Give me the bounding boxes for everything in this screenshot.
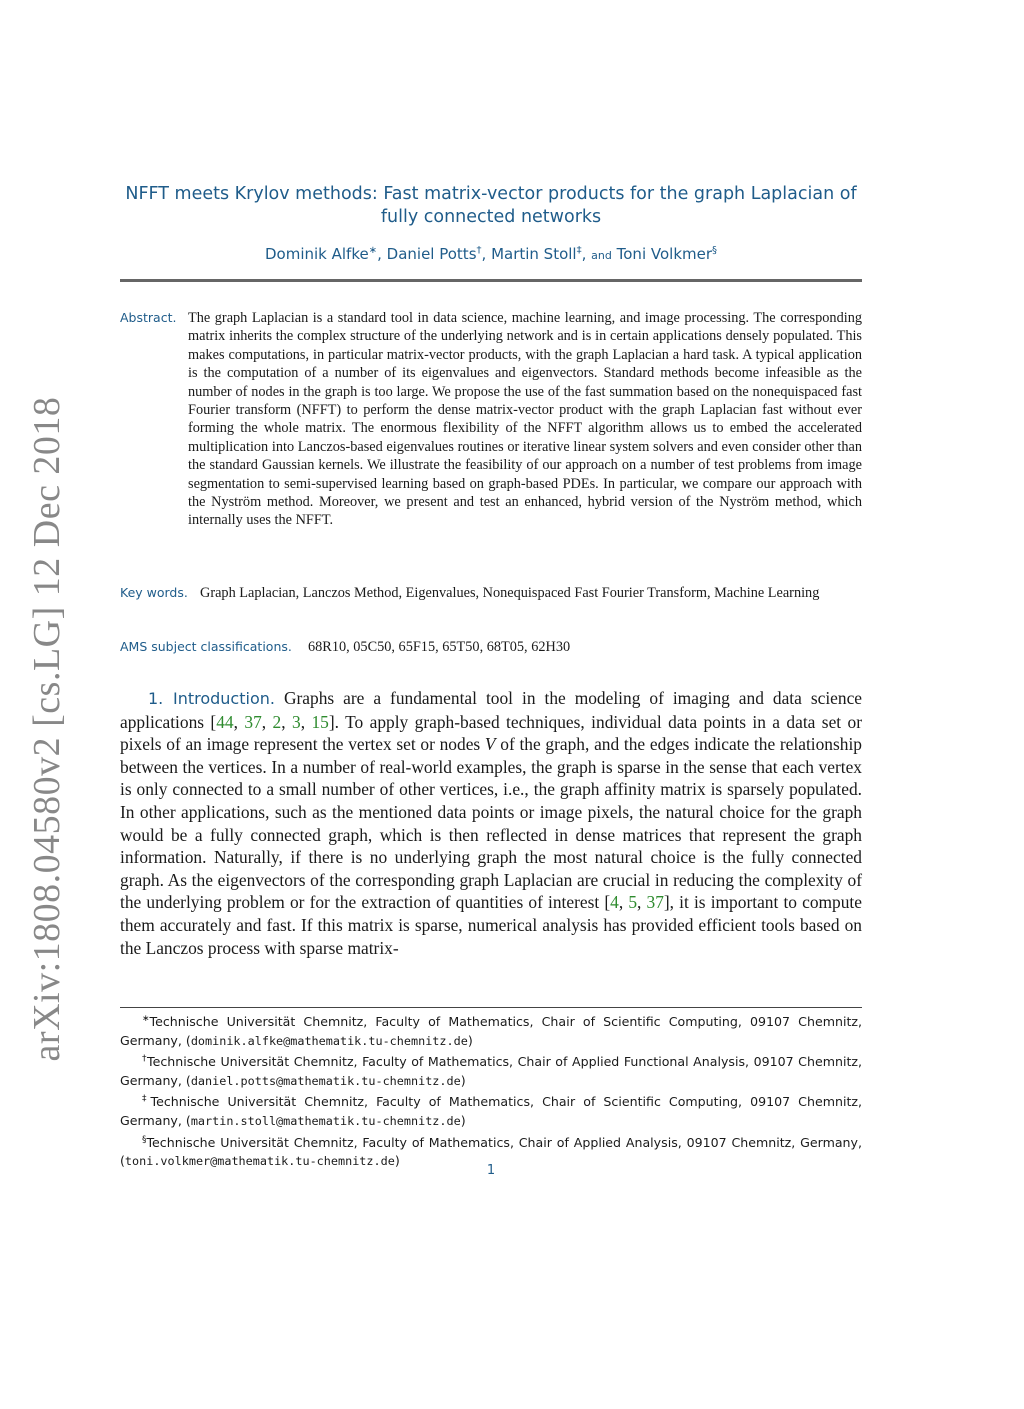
- abstract-text: The graph Laplacian is a standard tool in data science, machine learning, and image processing. The corresponding matrix inherits the complex structure of the underlying network and is in certain applications densely populated. This makes computations, in particular matrix-vector products, with the graph Laplacian a hard task. A typical application is the computation of a number of its eigenvalues and eigenvectors. Standard methods become infeasible as the number of nodes in the graph is too large. We propose the use of the fast summation based on the nonequispaced fast Fourier transform (NFFT) to perform the dense matrix-vector product with the graph Laplacian fast without ever forming the whole matrix. The enormous flexibility of the NFFT algorithm allows us to embed the accelerated multiplication into Lanczos-based eigenvalues routines or iterative linear system solvers and even consider other than the standard Gaussian kernels. We illustrate the feasibility of our approach on a number of test problems from image segmentation to semi-supervised learning based on graph-based PDEs. In particular, we compare our approach with the Nyström method. Moreover, we present and test an enhanced, hybrid version of the Nyström method, which internally uses the NFFT.: [188, 310, 862, 529]
- email-link[interactable]: dominik.alfke@mathematik.tu-chemnitz.de: [190, 1033, 468, 1048]
- footnote-mark: ‡: [142, 1094, 151, 1105]
- keywords-section: [120, 584, 862, 602]
- footnote: [120, 1090, 862, 1130]
- author-mark: ‡: [576, 245, 582, 256]
- footnote-close: ): [460, 1113, 466, 1129]
- paper-title: NFFT meets Krylov methods: Fast matrix-vector products for the graph Laplacian of fully connected networks: [125, 184, 857, 227]
- author-connector: and: [591, 249, 612, 262]
- author-mark: ∗: [368, 245, 378, 256]
- email-link[interactable]: daniel.potts@mathematik.tu-chemnitz.de: [190, 1073, 461, 1088]
- abstract-section: [120, 309, 862, 530]
- author-name: Daniel Potts: [386, 245, 477, 263]
- keywords-text: Graph Laplacian, Lanczos Method, Eigenvalues, Nonequispaced Fast Fourier Transform, Machine Learning: [200, 585, 820, 601]
- author-name: Dominik Alfke: [264, 245, 369, 263]
- citation-link[interactable]: 4: [610, 892, 619, 913]
- title-rule: [120, 279, 862, 282]
- email-link[interactable]: toni.volkmer@mathematik.tu-chemnitz.de: [124, 1154, 395, 1169]
- introduction-heading: 1. Introduction.: [148, 689, 275, 708]
- keywords-label: Key words.: [120, 585, 188, 600]
- footnote-close: ): [460, 1072, 466, 1088]
- citation-link[interactable]: 2: [272, 711, 282, 732]
- introduction-paragraph: 1. Introduction. Graphs are a fundamental tool in the modeling of imaging and data science applications [44, 37, 2, 3, 15]. To apply graph-based techniques, individual data points in a data set or pixels of an image represent the vertex set or nodes V of the graph, and the edges indicate the relationship between the vertices. In a number of real-world examples, the graph is sparse in the sense that each vertex is only connected to a small number of other vertices, i.e., the graph affinity matrix is sparsely populated. In other applications, such as the mentioned data points or image pixels, the natural choice for the graph would be a fully connected graph, which is then reflected in dense matrices that represent the graph information. Naturally, if there is no underlying graph the most natural choice is the fully connected graph. As the eigenvectors of the corresponding graph Laplacian are crucial in reducing the complexity of the underlying problem or for the extraction of quantities of interest [4, 5, 37], it is important to compute them accurately and fast. If this matrix is sparse, numerical analysis has provided efficient tools based on the Lanczos process with sparse matrix-: [120, 688, 863, 958]
- footnote-text: Technische Universität Chemnitz, Faculty of Mathematics, Chair of Applied Functional Analysis, 09107 Chemnitz, Germany, (: [120, 1054, 862, 1088]
- author-name: Martin Stoll: [491, 245, 577, 263]
- page-number: 1: [486, 1163, 496, 1178]
- citation-link[interactable]: 44: [216, 711, 234, 732]
- author-mark: §: [712, 245, 718, 256]
- author-name: Toni Volkmer: [616, 245, 713, 263]
- intro-text: ], it is important to compute them accurately and fast. If this matrix is sparse, numerical analysis has provided efficient tools based on the Lanczos process with sparse matrix-: [120, 892, 862, 958]
- abstract-label: Abstract.: [120, 310, 177, 325]
- footnote-text: Technische Universität Chemnitz, Faculty of Mathematics, Chair of Scientific Computing, 09107 Chemnitz, Germany, (: [120, 1014, 862, 1048]
- intro-text: of the graph, and the edges indicate the relationship between the vertices. In a number of real-world examples, the graph is sparse in the sense that each vertex is only connected to a small number of other vertices, i.e., the graph affinity matrix is sparsely populated. In other applications, such as the mentioned data points or image pixels, the natural choice for the graph would be a fully connected graph, which is then reflected in dense matrices that represent the graph information. Naturally, if there is no underlying graph the most natural choice is the fully connected graph. As the eigenvectors of the corresponding graph Laplacian are crucial in reducing the complexity of the underlying problem or for the extraction of quantities of interest [: [120, 734, 862, 913]
- math-variable: V: [484, 734, 496, 755]
- ams-label: AMS subject classifications.: [120, 639, 292, 654]
- author-list: Dominik Alfke∗, Daniel Potts†, Martin Stoll‡, and Toni Volkmer§: [264, 245, 718, 263]
- citation-link[interactable]: 5: [628, 892, 638, 913]
- footnote-rule: [120, 1007, 862, 1008]
- footnote-close: ): [394, 1153, 400, 1169]
- email-link[interactable]: martin.stoll@mathematik.tu-chemnitz.de: [190, 1114, 461, 1129]
- footnote-mark: †: [142, 1054, 148, 1065]
- arxiv-identifier-text: arXiv:1808.04580v2 [cs.LG] 12 Dec 2018: [26, 396, 68, 1062]
- footnote: [120, 1050, 862, 1090]
- intro-text: Graphs are a fundamental tool in the modeling of imaging and data science applications [: [120, 688, 863, 732]
- author-mark: †: [476, 245, 482, 256]
- intro-text: ]. To apply graph-based techniques, individual data points in a data set or pixels of an image represent the vertex set or nodes: [120, 711, 863, 755]
- citation-link[interactable]: 3: [292, 711, 301, 732]
- ams-text: 68R10, 05C50, 65F15, 65T50, 68T05, 62H30: [308, 639, 571, 655]
- ams-section: [120, 638, 862, 656]
- footnote-close: ): [467, 1032, 473, 1048]
- citation-link[interactable]: 37: [244, 711, 262, 732]
- footnote-mark: ∗: [142, 1014, 150, 1024]
- footnote-text: Technische Universität Chemnitz, Faculty of Mathematics, Chair of Scientific Computing, 09107 Chemnitz, Germany, (: [120, 1094, 863, 1129]
- footnotes: [120, 1010, 862, 1171]
- citation-link[interactable]: 37: [646, 892, 664, 913]
- footnote-mark: §: [142, 1134, 147, 1145]
- citation-link[interactable]: 15: [311, 711, 329, 732]
- footnote-text: Technische Universität Chemnitz, Faculty of Mathematics, Chair of Applied Analysis, 09107 Chemnitz, Germany, (: [120, 1134, 862, 1169]
- footnote: [120, 1010, 862, 1050]
